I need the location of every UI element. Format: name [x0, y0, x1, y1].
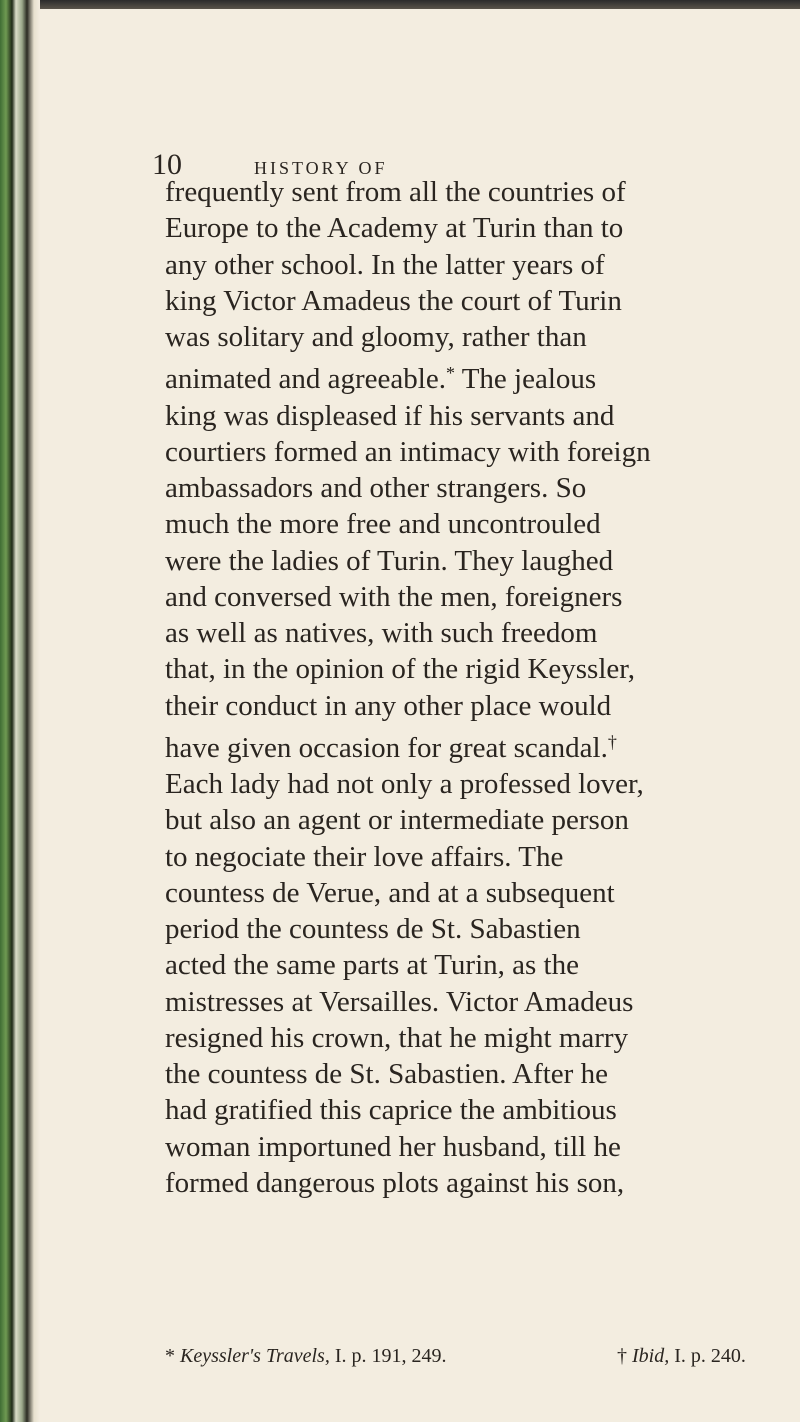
text-line-24: resigned his crown, that he might marry [165, 1021, 629, 1054]
text-line-7: king was displeased if his servants and [165, 399, 615, 432]
text-line-11: were the ladies of Turin. They laughed [165, 544, 614, 577]
text-line-25: the countess de St. Sabastien. After he [165, 1058, 608, 1090]
text-line-19: to negociate their love affairs. The [165, 840, 564, 873]
running-head: HISTORY OF [254, 158, 388, 178]
text-line-5: was solitary and gloomy, rather than [165, 321, 587, 353]
footnote-right-title: Ibid, [632, 1345, 670, 1367]
text-line-12: and conversed with the men, foreigners [165, 580, 623, 613]
footnote-keyssler [165, 1345, 447, 1368]
page-number: 10 [152, 148, 182, 181]
page-top-edge [0, 0, 800, 9]
text-line-23: mistresses at Versailles. Victor Amadeus [165, 985, 634, 1018]
text-line-21: period the countess de St. Sabastien [165, 913, 581, 945]
text-line-17: Each lady had not only a professed lover, [165, 768, 644, 800]
text-line-9: ambassadors and other strangers. So [165, 472, 587, 504]
text-line-22: acted the same parts at Turin, as the [165, 949, 579, 982]
footnote-right-ref: I. p. 240. [669, 1345, 746, 1367]
footnote-left-marker: * [165, 1345, 175, 1367]
text-line-15: their conduct in any other place would [165, 689, 612, 722]
text-line-26: had gratified this caprice the ambitious [165, 1094, 617, 1127]
footnote-left-ref: I. p. 191, 249. [329, 1345, 447, 1367]
text-line-6-head: animated and agreeable. [165, 363, 446, 396]
text-line-27: woman importuned her husband, till he [165, 1130, 621, 1163]
text-line-18: but also an agent or intermediate person [165, 804, 629, 837]
text-line-1: frequently sent from all the countries of [165, 176, 626, 208]
body-text [165, 174, 799, 1201]
footnote-ibid [617, 1345, 746, 1368]
footnote-marker-1: * [445, 363, 455, 384]
text-line-16 [165, 724, 799, 766]
text-line-2: Europe to the Academy at Turin than to [165, 212, 624, 245]
text-line-10: much the more free and uncontrouled [165, 508, 601, 541]
text-line-16-text: have given occasion for great scandal. [165, 731, 608, 764]
text-line-6 [165, 355, 799, 397]
text-line-4: king Victor Amadeus the court of Turin [165, 284, 622, 317]
text-line-3: any other school. In the latter years of [165, 248, 605, 281]
text-line-28: formed dangerous plots against his son, [165, 1166, 625, 1199]
text-line-14: that, in the opinion of the rigid Keyssler, [165, 653, 636, 686]
text-line-6-tail: The jealous [454, 363, 597, 396]
text-line-8: courtiers formed an intimacy with foreign [165, 435, 651, 468]
text-line-13: as well as natives, with such freedom [165, 617, 598, 649]
book-binding-edge [0, 0, 40, 1422]
footnote-marker-2: † [607, 731, 617, 752]
footnote-right-marker: † [617, 1345, 627, 1367]
text-line-20: countess de Verue, and at a subsequent [165, 876, 615, 909]
footnote-left-title: Keyssler's Travels, [180, 1345, 330, 1367]
